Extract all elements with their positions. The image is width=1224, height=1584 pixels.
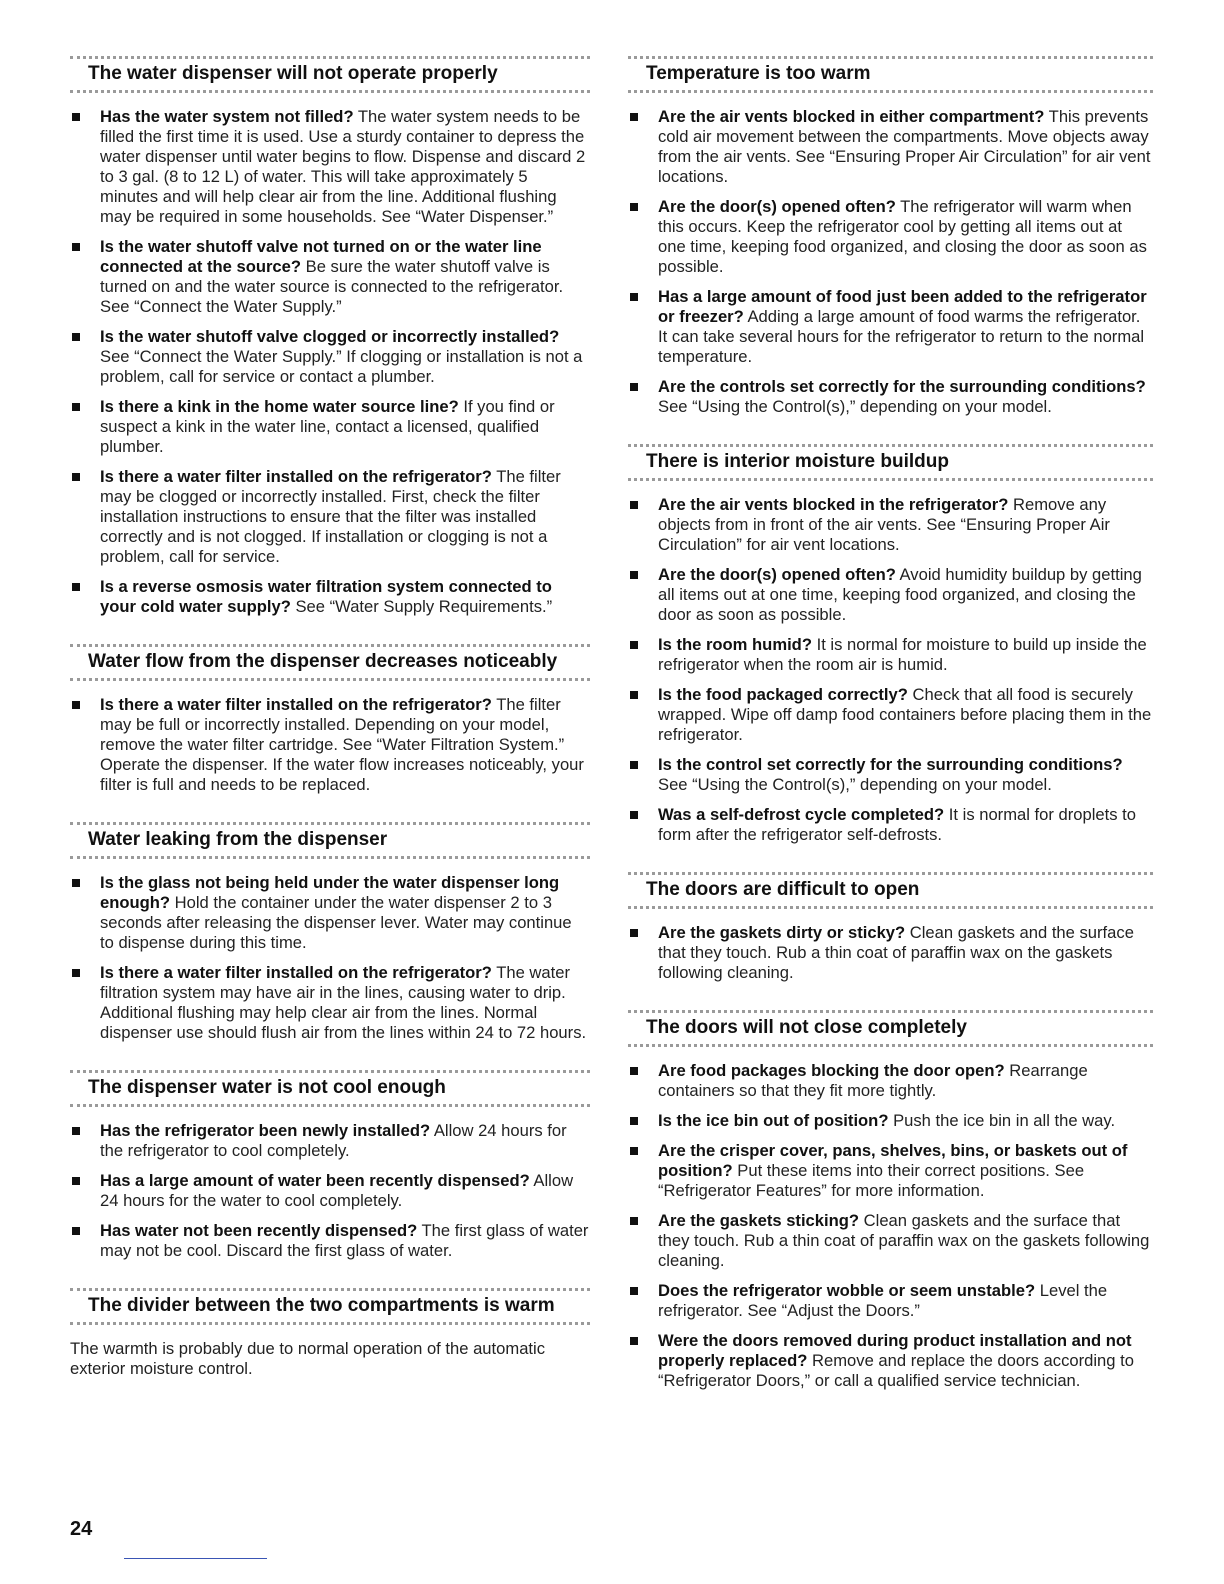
footer-rule — [124, 1558, 267, 1559]
item-answer: This prevents cold air movement between the compartments. Move objects away from the air vents. See “Ensuring Proper Air Circulation” for air vent locations. — [658, 107, 1151, 186]
list-item — [70, 1221, 590, 1261]
item-answer: Allow 24 hours for the refrigerator to cool completely. — [100, 1121, 567, 1160]
item-question: Are the door(s) opened often? — [658, 197, 896, 216]
item-question: Is there a water filter installed on the refrigerator? — [100, 695, 492, 714]
list-item — [70, 467, 590, 567]
list-item — [628, 1281, 1153, 1321]
list-item — [70, 107, 590, 227]
section-title: The doors are difficult to open — [646, 879, 920, 900]
section-heading — [628, 872, 1153, 909]
bullet-icon — [72, 1127, 80, 1135]
list-item — [628, 805, 1153, 845]
item-question: Are the gaskets sticking? — [658, 1211, 860, 1230]
item-question: Are the air vents blocked in the refrigerator? — [658, 495, 1009, 514]
item-answer: The refrigerator will warm when this occurs. Keep the refrigerator cool by getting all items out at one time, keeping food organized, and closing the door as soon as possible. — [658, 197, 1147, 276]
list-item — [628, 1331, 1153, 1391]
item-question: Are the gaskets dirty or sticky? — [658, 923, 906, 942]
item-question: Has a large amount of food just been added to the refrigerator or freezer? — [658, 287, 1147, 326]
section-title: The dispenser water is not cool enough — [88, 1077, 446, 1098]
item-answer: It is normal for droplets to form after the refrigerator self-defrosts. — [658, 805, 1137, 844]
list-item — [70, 237, 590, 317]
item-question: Are the door(s) opened often? — [658, 565, 896, 584]
list-item — [628, 1111, 1153, 1131]
troubleshooting-list — [70, 107, 590, 617]
item-answer: Avoid humidity buildup by getting all items out at one time, keeping food organized, and closing the door as soon as possible. — [658, 565, 1142, 624]
section-heading — [628, 56, 1153, 93]
bullet-icon — [630, 383, 638, 391]
right-column — [628, 56, 1153, 1401]
item-question: Is there a kink in the home water source line? — [100, 397, 459, 416]
bullet-icon — [630, 501, 638, 509]
section-title: The water dispenser will not operate properly — [88, 63, 498, 84]
bullet-icon — [630, 293, 638, 301]
troubleshooting-list — [70, 1121, 590, 1261]
bullet-icon — [72, 1227, 80, 1235]
item-answer: It is normal for moisture to build up inside the refrigerator when the room air is humid. — [658, 635, 1147, 674]
list-item — [628, 565, 1153, 625]
page-number: 24 — [70, 1518, 93, 1540]
list-item — [628, 685, 1153, 745]
item-question: Does the refrigerator wobble or seem unstable? — [658, 1281, 1036, 1300]
bullet-icon — [630, 1217, 638, 1225]
bullet-icon — [630, 929, 638, 937]
list-item — [628, 377, 1153, 417]
item-question: Has a large amount of water been recently dispensed? — [100, 1171, 530, 1190]
troubleshooting-list — [628, 923, 1153, 983]
list-item — [628, 1211, 1153, 1271]
item-question: Is the water shutoff valve not turned on or the water line connected at the source? — [100, 237, 542, 276]
item-question: Has the water system not filled? — [100, 107, 354, 126]
item-answer: Check that all food is securely wrapped. Wipe off damp food containers before placing them in the refrigerator. — [658, 685, 1152, 744]
bullet-icon — [72, 1177, 80, 1185]
item-answer: The water system needs to be filled the first time it is used. Use a sturdy container to depress the water dispenser until water begins to flow. Dispense and discard 2 to 3 gal. (8 to 12 L) of water. This will take approximately 5 minutes and will help clear air from the line. Additional flushing may be required in some households. See “Water Dispenser.” — [100, 107, 586, 226]
item-answer: The water filtration system may have air in the lines, causing water to drip. Additional flushing may help clear air from the lines. Normal dispenser use should flush air from the lines within 24 to 72 hours. — [100, 963, 587, 1042]
list-item — [70, 327, 590, 387]
item-answer: See “Water Supply Requirements.” — [290, 597, 553, 616]
item-question: Is there a water filter installed on the refrigerator? — [100, 467, 492, 486]
bullet-icon — [72, 403, 80, 411]
item-question: Was a self-defrost cycle completed? — [658, 805, 945, 824]
item-question: Are the controls set correctly for the surrounding conditions? — [658, 377, 1146, 396]
item-answer: The first glass of water may not be cool. Discard the first glass of water. — [100, 1221, 589, 1260]
bullet-icon — [630, 113, 638, 121]
section-heading — [70, 822, 590, 859]
troubleshooting-list — [70, 695, 590, 795]
list-item — [628, 923, 1153, 983]
list-item — [70, 1121, 590, 1161]
item-question: Are food packages blocking the door open? — [658, 1061, 1005, 1080]
item-question: Is the room humid? — [658, 635, 812, 654]
list-item — [628, 755, 1153, 795]
item-answer: Level the refrigerator. See “Adjust the Doors.” — [658, 1281, 1108, 1320]
list-item — [628, 107, 1153, 187]
item-question: Were the doors removed during product installation and not properly replaced? — [658, 1331, 1132, 1370]
item-answer: The filter may be full or incorrectly installed. Depending on your model, remove the water filter cartridge. See “Water Filtration System.” Operate the dispenser. If the water flow increases noticeably, your filter is full and needs to be replaced. — [100, 695, 584, 794]
item-answer: Be sure the water shutoff valve is turned on and the water source is connected to the refrigerator. See “Connect the Water Supply.” — [100, 257, 564, 316]
item-question: Is the glass not being held under the water dispenser long enough? — [100, 873, 560, 912]
bullet-icon — [72, 701, 80, 709]
item-answer: Push the ice bin in all the way. — [888, 1111, 1116, 1130]
item-answer: Allow 24 hours for the water to cool completely. — [100, 1171, 574, 1210]
item-question: Is the water shutoff valve clogged or incorrectly installed? — [100, 327, 560, 346]
bullet-icon — [630, 571, 638, 579]
item-answer: Put these items into their correct positions. See “Refrigerator Features” for more information. — [658, 1161, 1085, 1200]
bullet-icon — [630, 1287, 638, 1295]
bullet-icon — [72, 333, 80, 341]
section-heading — [628, 444, 1153, 481]
bullet-icon — [630, 1067, 638, 1075]
item-answer: Remove and replace the doors according to “Refrigerator Doors,” or call a qualified service technician. — [658, 1351, 1134, 1390]
list-item — [70, 695, 590, 795]
troubleshooting-list — [628, 1061, 1153, 1391]
section-heading — [70, 1070, 590, 1107]
troubleshooting-list — [628, 495, 1153, 845]
section-text: The warmth is probably due to normal operation of the automatic exterior moisture control. — [70, 1339, 546, 1378]
bullet-icon — [72, 113, 80, 121]
bullet-icon — [630, 1337, 638, 1345]
bullet-icon — [72, 969, 80, 977]
item-question: Is a reverse osmosis water filtration system connected to your cold water supply? — [100, 577, 552, 616]
troubleshooting-list — [70, 873, 590, 1043]
section-title: Water flow from the dispenser decreases noticeably — [88, 651, 558, 672]
item-question: Is the control set correctly for the surrounding conditions? — [658, 755, 1123, 774]
section-title: There is interior moisture buildup — [646, 451, 949, 472]
item-answer: See “Using the Control(s),” depending on your model. — [658, 397, 1052, 416]
section-title: The doors will not close completely — [646, 1017, 967, 1038]
item-question: Are the air vents blocked in either compartment? — [658, 107, 1045, 126]
section-heading — [70, 644, 590, 681]
bullet-icon — [72, 879, 80, 887]
item-answer: Clean gaskets and the surface that they touch. Rub a thin coat of paraffin wax on the gaskets following cleaning. — [658, 923, 1134, 982]
item-answer: Remove any objects from in front of the air vents. See “Ensuring Proper Air Circulation” for air vent locations. — [658, 495, 1110, 554]
list-item — [628, 197, 1153, 277]
left-column — [70, 56, 590, 1379]
section-heading — [70, 1288, 590, 1325]
item-answer: See “Using the Control(s),” depending on your model. — [658, 775, 1052, 794]
bullet-icon — [72, 243, 80, 251]
item-question: Is there a water filter installed on the refrigerator? — [100, 963, 492, 982]
bullet-icon — [630, 761, 638, 769]
list-item — [70, 397, 590, 457]
list-item — [628, 1141, 1153, 1201]
bullet-icon — [72, 583, 80, 591]
item-answer: See “Connect the Water Supply.” If clogging or installation is not a problem, call for service or contact a plumber. — [100, 347, 583, 386]
bullet-icon — [630, 811, 638, 819]
section-title: Temperature is too warm — [646, 63, 871, 84]
item-question: Is the ice bin out of position? — [658, 1111, 889, 1130]
section-title: The divider between the two compartments is warm — [88, 1295, 555, 1316]
item-question: Is the food packaged correctly? — [658, 685, 908, 704]
bullet-icon — [630, 1147, 638, 1155]
item-answer: The filter may be clogged or incorrectly installed. First, check the filter installation instructions to ensure that the filter was installed correctly and is not clogged. If installation or clogging is not a problem, call for service. — [100, 467, 561, 566]
bullet-icon — [72, 473, 80, 481]
item-answer: Rearrange containers so that they fit more tightly. — [658, 1061, 1088, 1100]
item-question: Has the refrigerator been newly installed? — [100, 1121, 431, 1140]
section-heading — [70, 56, 590, 93]
item-question: Are the crisper cover, pans, shelves, bins, or baskets out of position? — [658, 1141, 1128, 1180]
list-item — [628, 635, 1153, 675]
section-heading — [628, 1010, 1153, 1047]
item-question: Has water not been recently dispensed? — [100, 1221, 418, 1240]
item-answer: Hold the container under the water dispenser 2 to 3 seconds after releasing the dispenser lever. Water may continue to dispense during this time. — [100, 893, 572, 952]
list-item — [70, 577, 590, 617]
item-answer: Clean gaskets and the surface that they touch. Rub a thin coat of paraffin wax on the gaskets following cleaning. — [658, 1211, 1150, 1270]
bullet-icon — [630, 1117, 638, 1125]
bullet-icon — [630, 691, 638, 699]
bullet-icon — [630, 203, 638, 211]
item-answer: Adding a large amount of food warms the refrigerator. It can take several hours for the refrigerator to return to the normal temperature. — [658, 307, 1145, 366]
section-title: Water leaking from the dispenser — [88, 829, 388, 850]
item-answer: If you find or suspect a kink in the water line, contact a licensed, qualified plumber. — [100, 397, 555, 456]
list-item — [628, 287, 1153, 367]
list-item — [70, 963, 590, 1043]
list-item — [70, 873, 590, 953]
bullet-icon — [630, 641, 638, 649]
list-item — [628, 495, 1153, 555]
list-item — [70, 1171, 590, 1211]
troubleshooting-list — [628, 107, 1153, 417]
list-item — [628, 1061, 1153, 1101]
